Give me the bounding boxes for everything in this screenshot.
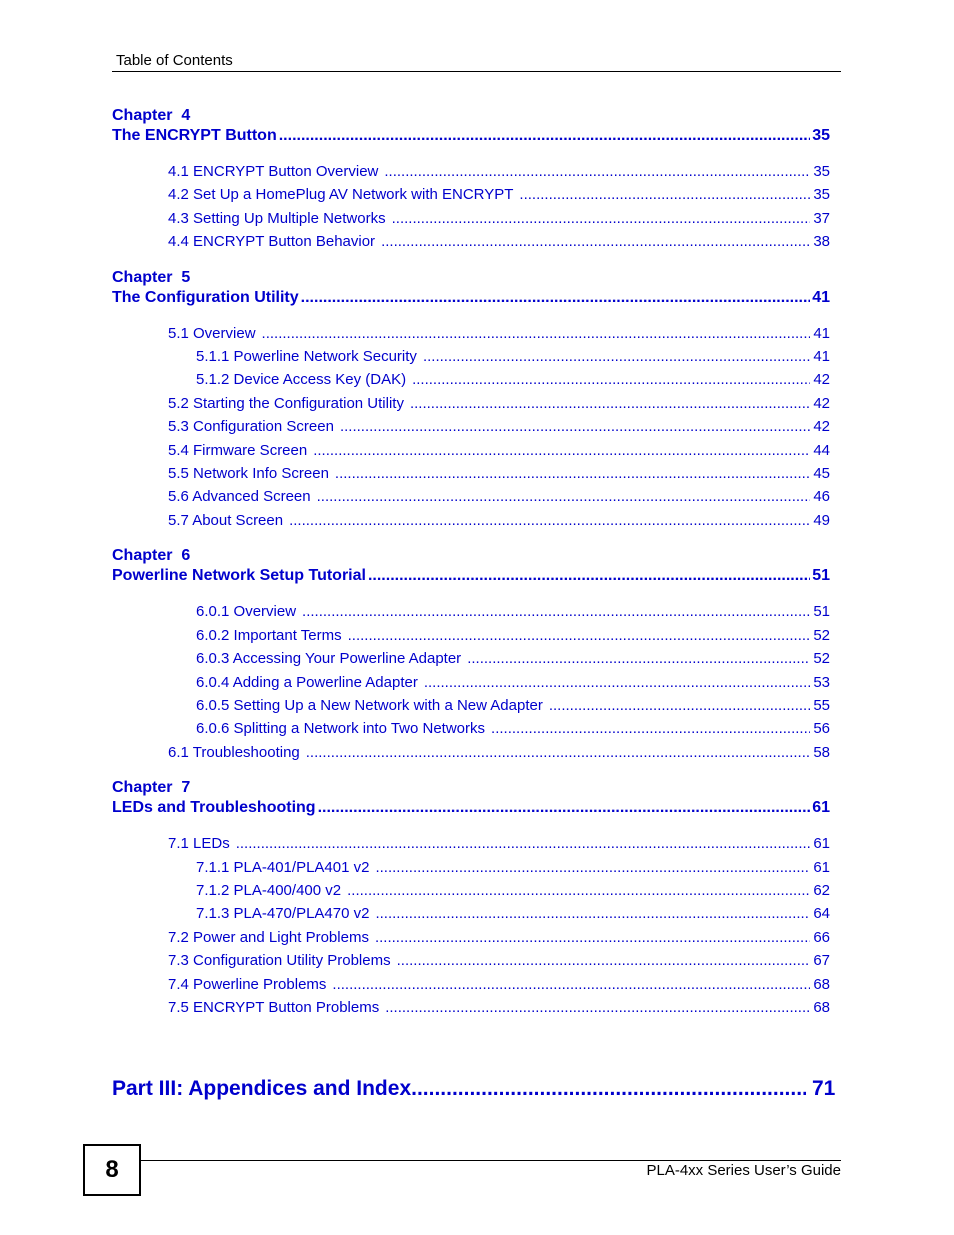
toc-entry[interactable]	[112, 902, 830, 925]
toc-entry[interactable]	[112, 647, 830, 670]
dot-leader	[397, 949, 810, 972]
dot-leader	[302, 600, 810, 623]
chapter-title-entry[interactable]	[112, 288, 830, 308]
chapter-label[interactable]: Chapter 7	[112, 779, 191, 797]
toc-entry-title: 7.2 Power and Light Problems	[168, 928, 369, 946]
toc-entry-page-number: 64	[813, 905, 830, 923]
toc-entry-page-number: 56	[813, 720, 830, 738]
toc-entry-title: 4.4 ENCRYPT Button Behavior	[168, 233, 376, 251]
toc-entry-title: 5.4 Firmware Screen	[168, 441, 308, 459]
toc-entry[interactable]	[112, 368, 830, 391]
toc-entry-title: 5.1 Overview	[168, 324, 256, 342]
toc-entry-title: 6.0.4 Adding a Powerline Adapter	[196, 673, 418, 691]
toc-entry-title: 7.4 Powerline Problems	[168, 975, 327, 993]
toc-entry-title: 5.5 Network Info Screen	[168, 465, 329, 483]
toc-entry-title: 5.1.2 Device Access Key (DAK)	[196, 371, 407, 389]
chapter-page-number: 51	[812, 567, 830, 585]
toc-entry-title: 4.2 Set Up a HomePlug AV Network with ENCRYPT	[168, 186, 514, 204]
dot-leader	[423, 345, 810, 368]
dot-leader	[306, 741, 810, 764]
toc-entry-page-number: 52	[813, 626, 830, 644]
toc-entry[interactable]	[112, 600, 830, 623]
dot-leader	[317, 485, 810, 508]
toc-entry-page-number: 61	[813, 858, 830, 876]
toc-chapter-block	[112, 778, 830, 1019]
toc-entry-page-number: 44	[813, 441, 830, 459]
toc-entry-page-number: 61	[813, 835, 830, 853]
toc-entry-page-number: 45	[813, 465, 830, 483]
toc-entry-title: 6.0.3 Accessing Your Powerline Adapter	[196, 650, 462, 668]
toc-entry-title: 4.3 Setting Up Multiple Networks	[168, 209, 386, 227]
toc-entry-title: 7.5 ENCRYPT Button Problems	[168, 998, 380, 1016]
toc-entry-title: 5.7 About Screen	[168, 511, 284, 529]
toc-entry-page-number: 67	[813, 952, 830, 970]
dot-leader	[332, 973, 810, 996]
toc-entry[interactable]	[112, 509, 830, 532]
toc-entry[interactable]	[112, 624, 830, 647]
dot-leader	[262, 322, 810, 345]
dot-leader	[424, 671, 810, 694]
toc-entry-page-number: 42	[813, 371, 830, 389]
toc-entry[interactable]	[112, 832, 830, 855]
toc-chapter-block	[112, 268, 830, 533]
toc-chapter-block	[112, 546, 830, 764]
table-of-contents	[112, 106, 830, 1033]
toc-entry-page-number: 53	[813, 673, 830, 691]
chapter-title-entry[interactable]	[112, 126, 830, 146]
toc-entry[interactable]	[112, 741, 830, 764]
dot-leader	[519, 183, 810, 206]
dot-leader	[279, 126, 810, 146]
toc-entry-title: 6.0.1 Overview	[196, 603, 297, 621]
toc-part-entry[interactable]	[112, 1075, 836, 1103]
dot-leader	[392, 207, 810, 230]
toc-entry-title: 6.0.5 Setting Up a New Network with a New Adapter	[196, 696, 543, 714]
toc-entry[interactable]	[112, 485, 830, 508]
toc-entry[interactable]	[112, 671, 830, 694]
running-header: Table of Contents	[116, 52, 233, 69]
dot-leader	[289, 509, 810, 532]
dot-leader	[412, 368, 810, 391]
toc-entry-page-number: 55	[813, 696, 830, 714]
dot-leader	[375, 856, 810, 879]
footer-guide-title: PLA-4xx Series User’s Guide	[646, 1162, 841, 1179]
page-number-box	[83, 1144, 141, 1196]
toc-entry[interactable]	[112, 322, 830, 345]
toc-entry[interactable]	[112, 345, 830, 368]
dot-leader	[549, 694, 810, 717]
dot-leader	[368, 566, 810, 586]
toc-entry-page-number: 42	[813, 394, 830, 412]
toc-entry-title: 5.3 Configuration Screen	[168, 418, 334, 436]
dot-leader	[410, 392, 810, 415]
chapter-title: The Configuration Utility	[112, 288, 299, 306]
toc-entry[interactable]	[112, 856, 830, 879]
chapter-page-number: 35	[812, 127, 830, 144]
toc-entry[interactable]	[112, 996, 830, 1019]
chapter-title: Powerline Network Setup Tutorial	[112, 567, 366, 585]
toc-entry-page-number: 49	[813, 511, 830, 529]
part-page-number: 71	[812, 1077, 836, 1100]
dot-leader	[301, 288, 810, 308]
toc-entry-page-number: 35	[813, 186, 830, 204]
toc-entry-title: 6.1 Troubleshooting	[168, 743, 300, 761]
chapter-label[interactable]: Chapter 4	[112, 107, 191, 124]
dot-leader	[467, 647, 810, 670]
toc-entry[interactable]	[112, 392, 830, 415]
toc-entry-title: 6.0.2 Important Terms	[196, 626, 342, 644]
toc-entry[interactable]	[112, 160, 830, 183]
toc-entry[interactable]	[112, 949, 830, 972]
toc-entry-page-number: 35	[813, 163, 830, 180]
toc-entry-title: 6.0.6 Splitting a Network into Two Networks	[196, 720, 486, 738]
chapter-title: LEDs and Troubleshooting	[112, 799, 316, 817]
toc-entry-page-number: 68	[813, 998, 830, 1016]
toc-entry[interactable]	[112, 879, 830, 902]
toc-entry[interactable]	[112, 462, 830, 485]
chapter-label[interactable]: Chapter 5	[112, 268, 191, 286]
dot-leader	[348, 624, 810, 647]
toc-entry-page-number: 68	[813, 975, 830, 993]
dot-leader	[347, 879, 810, 902]
toc-entry-title: 7.1.1 PLA-401/PLA401 v2	[196, 858, 370, 876]
toc-entry-page-number: 58	[813, 743, 830, 761]
chapter-page-number: 41	[812, 288, 830, 306]
dot-leader	[491, 717, 810, 740]
toc-entry-page-number: 42	[813, 418, 830, 436]
dot-leader	[411, 1075, 806, 1103]
toc-entry[interactable]	[112, 207, 830, 230]
dot-leader	[313, 439, 810, 462]
toc-entry-title: 7.1.3 PLA-470/PLA470 v2	[196, 905, 370, 923]
toc-entry[interactable]	[112, 973, 830, 996]
page-number: 8	[105, 1156, 119, 1183]
toc-entry-page-number: 41	[813, 324, 830, 342]
toc-entry-title: 4.1 ENCRYPT Button Overview	[168, 163, 379, 180]
toc-entry-page-number: 62	[813, 881, 830, 899]
dot-leader	[318, 798, 810, 818]
chapter-title-entry[interactable]	[112, 566, 830, 586]
dot-leader	[381, 230, 810, 253]
toc-entry[interactable]	[112, 926, 830, 949]
footer-divider	[139, 1160, 841, 1161]
toc-entry[interactable]	[112, 439, 830, 462]
dot-leader	[236, 832, 810, 855]
header-divider	[112, 71, 841, 72]
toc-entry-page-number: 66	[813, 928, 830, 946]
dot-leader	[384, 160, 810, 183]
dot-leader	[340, 415, 810, 438]
toc-entry[interactable]	[112, 717, 830, 740]
toc-entry-page-number: 37	[813, 209, 830, 227]
toc-entry-title: 5.6 Advanced Screen	[168, 488, 311, 506]
chapter-title-entry[interactable]	[112, 798, 830, 818]
toc-entry-title: 7.1 LEDs	[168, 835, 230, 853]
dot-leader	[385, 996, 810, 1019]
chapter-page-number: 61	[812, 799, 830, 817]
part-title: Part III: Appendices and Index	[112, 1077, 412, 1100]
toc-entry-title: 7.1.2 PLA-400/400 v2	[196, 881, 342, 899]
toc-entry-page-number: 38	[813, 233, 830, 251]
dot-leader	[375, 926, 810, 949]
toc-entry-page-number: 52	[813, 650, 830, 668]
toc-entry-page-number: 51	[813, 603, 830, 621]
toc-entry-title: 5.2 Starting the Configuration Utility	[168, 394, 404, 412]
toc-entry-title: 5.1.1 Powerline Network Security	[196, 348, 417, 366]
toc-entry-title: 7.3 Configuration Utility Problems	[168, 952, 391, 970]
toc-entry[interactable]	[112, 183, 830, 206]
dot-leader	[375, 902, 810, 925]
chapter-title: The ENCRYPT Button	[112, 127, 277, 144]
toc-entry-page-number: 41	[813, 348, 830, 366]
chapter-label[interactable]: Chapter 6	[112, 547, 191, 565]
toc-chapter-block	[112, 106, 830, 254]
toc-entry[interactable]	[112, 415, 830, 438]
toc-entry[interactable]	[112, 230, 830, 253]
dot-leader	[335, 462, 810, 485]
toc-entry-page-number: 46	[813, 488, 830, 506]
toc-entry[interactable]	[112, 694, 830, 717]
